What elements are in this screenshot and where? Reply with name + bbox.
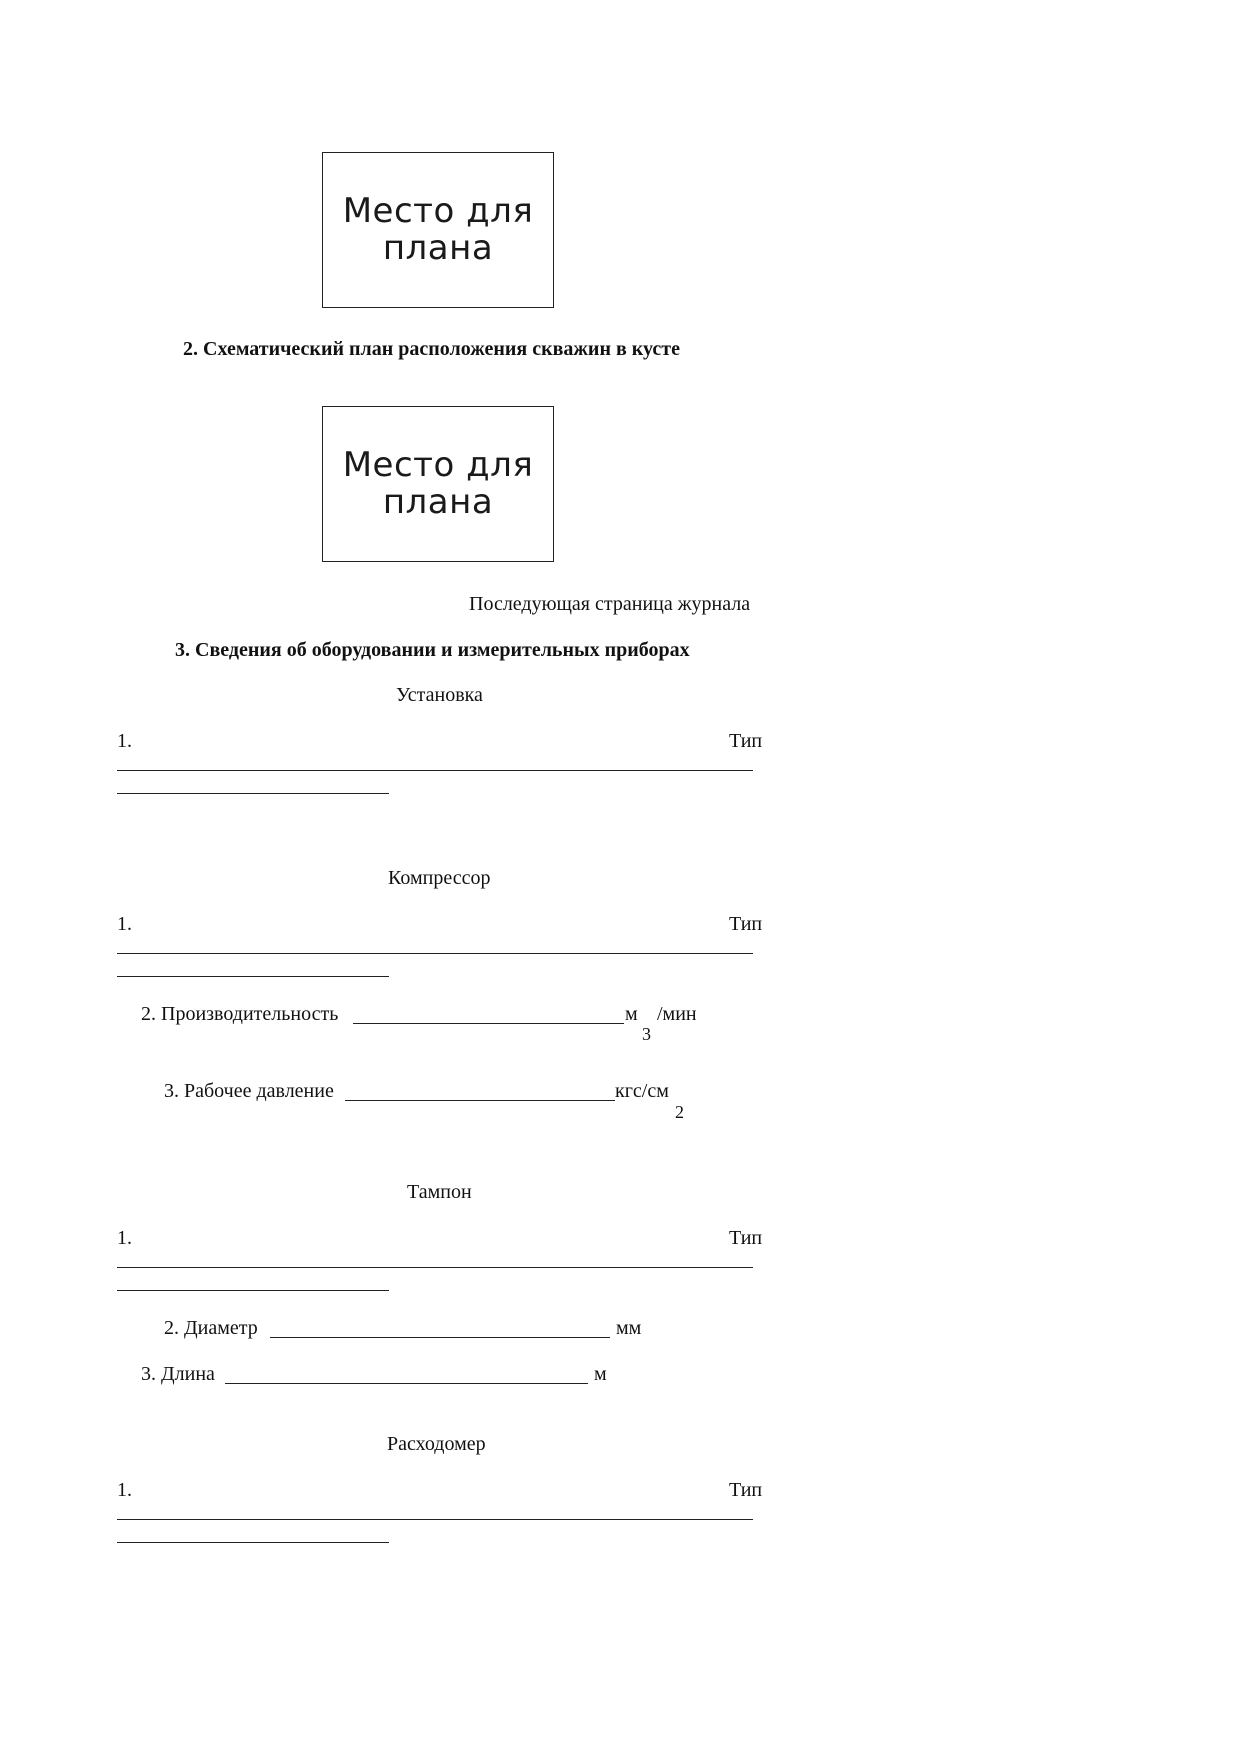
flowmeter-type-fill-line-1[interactable] (117, 1519, 753, 1520)
compressor-capacity-unit-superscript: 3 (642, 1024, 651, 1044)
installation-heading: Установка (396, 684, 483, 706)
installation-type-fill-line-2[interactable] (117, 793, 389, 794)
flowmeter-type-fill-line-2[interactable] (117, 1542, 389, 1543)
section-2-title: 2. Схематический план расположения скважин в кусте (183, 338, 680, 360)
installation-type-label: Тип (729, 730, 763, 752)
compressor-pressure-fill-line[interactable] (345, 1100, 615, 1101)
placeholder-text-line2: плана (382, 228, 494, 268)
compressor-type-fill-line-1[interactable] (117, 953, 753, 954)
tampon-length-fill-line[interactable] (225, 1383, 588, 1384)
placeholder-text-line2: плана (382, 482, 494, 522)
tampon-type-fill-line-1[interactable] (117, 1267, 753, 1268)
compressor-capacity-unit: м (625, 1003, 638, 1025)
plan-placeholder-image-1 (322, 152, 554, 308)
flowmeter-heading: Расходомер (387, 1433, 486, 1455)
placeholder-text-line1: Место для (342, 190, 534, 231)
compressor-item-number: 1. (117, 913, 132, 935)
tampon-item-number: 1. (117, 1227, 132, 1249)
compressor-pressure-unit: кгс/см (615, 1080, 669, 1102)
section-3-title: 3. Сведения об оборудовании и измерительных приборах (175, 639, 690, 661)
installation-item-number: 1. (117, 730, 132, 752)
compressor-type-fill-line-2[interactable] (117, 976, 389, 977)
flowmeter-type-label: Тип (729, 1479, 763, 1501)
tampon-heading: Тампон (407, 1181, 472, 1203)
tampon-diameter-label: 2. Диаметр (164, 1317, 258, 1339)
compressor-pressure-label: 3. Рабочее давление (164, 1080, 334, 1102)
next-page-note: Последующая страница журнала (469, 593, 751, 615)
tampon-length-label: 3. Длина (141, 1363, 215, 1385)
tampon-type-fill-line-2[interactable] (117, 1290, 389, 1291)
compressor-capacity-fill-line[interactable] (353, 1023, 624, 1024)
plan-placeholder-image-2 (322, 406, 554, 562)
installation-type-fill-line-1[interactable] (117, 770, 753, 771)
tampon-diameter-unit: мм (616, 1317, 642, 1339)
tampon-diameter-fill-line[interactable] (270, 1337, 610, 1338)
placeholder-text-line1: Место для (342, 444, 534, 485)
tampon-type-label: Тип (729, 1227, 763, 1249)
compressor-heading: Компрессор (388, 867, 491, 889)
compressor-capacity-unit-tail: /мин (657, 1003, 697, 1025)
flowmeter-item-number: 1. (117, 1479, 132, 1501)
compressor-capacity-label: 2. Производительность (141, 1003, 339, 1025)
tampon-length-unit: м (594, 1363, 607, 1385)
compressor-type-label: Тип (729, 913, 763, 935)
compressor-pressure-unit-superscript: 2 (675, 1102, 684, 1122)
